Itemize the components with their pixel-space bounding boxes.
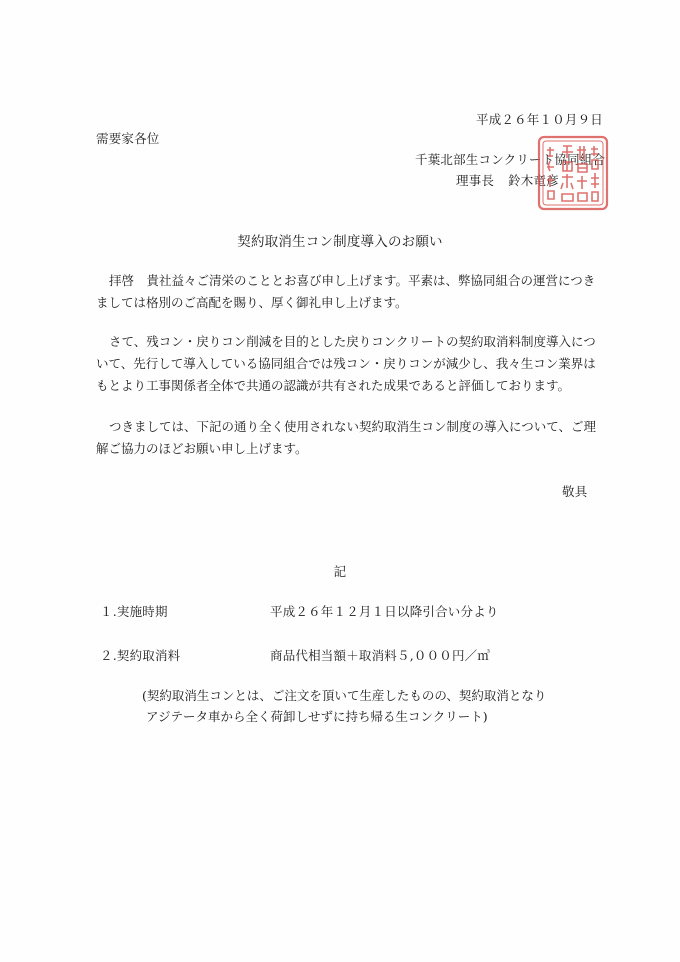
company-seal-stamp-icon [536,134,610,212]
item-label-implementation-date: １.実施時期 [100,604,168,619]
item-value-cancellation-fee: 商品代相当額＋取消料５,０００円／㎥ [270,648,491,663]
document-title: 契約取消生コン制度導入のお願い [237,234,443,250]
note-line: アジテータ車から全く荷卸しせずに持ち帰る生コンクリート) [146,709,488,724]
addressee: 需要家各位 [96,131,160,146]
paragraph-line: ましては格別のご高配を賜り、厚く御礼申し上げます。 [96,295,408,310]
ki-heading: 記 [333,564,347,579]
closing-phrase: 敬具 [562,484,588,499]
paragraph-greeting [96,270,596,314]
paragraph-background [96,331,596,397]
item-value-implementation-date: 平成２６年１２月１日以降引合い分より [270,604,499,619]
letter-date: 平成２６年１０月９日 [476,112,604,127]
sender-name: 鈴木竜彦 [508,173,559,188]
sender-organization: 千葉北部生コンクリート協同組合 [415,152,606,167]
paragraph-line: 解ご協力のほどお願い申し上げます。 [96,441,308,456]
item-label-cancellation-fee: ２.契約取消料 [100,648,181,663]
paragraph-request [96,416,596,460]
note-line: (契約取消生コンとは、ご注文を頂いて生産したものの、契約取消となり [142,688,547,703]
paragraph-line: もとより工事関係者全体で共通の認識が共有された成果であると評価しております。 [96,378,571,393]
paragraph-line: 拝啓 貴社益々ご清栄のこととお喜び申し上げます。平素は、弊協同組合の運営につき [109,273,596,288]
paragraph-line: つきましては、下記の通り全く使用されない契約取消生コン制度の導入について、ご理 [109,419,597,434]
paragraph-line: いて、先行して導入している協同組合では残コン・戻りコンが減少し、我々生コン業界は [96,356,596,371]
definition-note [142,685,546,727]
paragraph-line: さて、残コン・戻りコン削減を目的とした戻りコンクリートの契約取消料制度導入につ [109,334,596,349]
sender-position: 理事長 [456,173,495,188]
